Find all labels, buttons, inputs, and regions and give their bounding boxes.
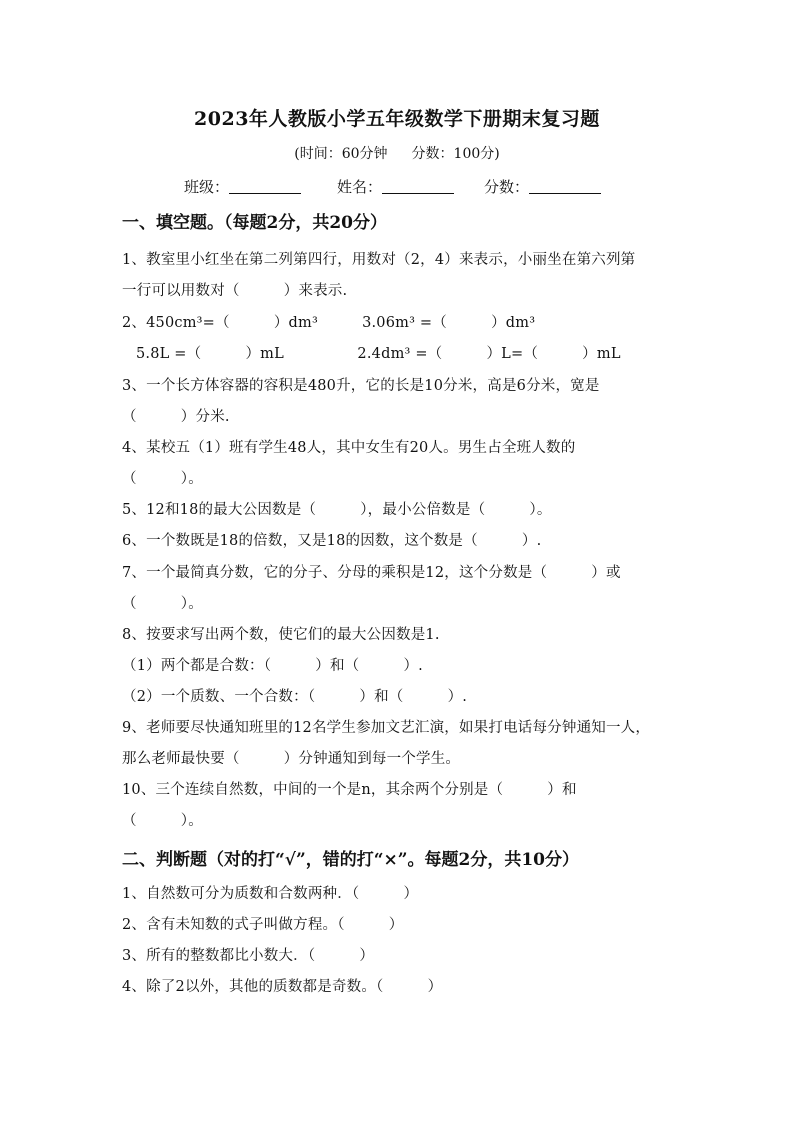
s1-line: 一行可以用数对（ ）来表示. xyxy=(122,283,348,299)
s1-line: 4、某校五（1）班有学生48人，其中女生有20人。男生占全班人数的 xyxy=(122,440,576,456)
section1-heading: 一、填空题。（每题2分，共20分） xyxy=(122,213,387,233)
class-label: 班级： xyxy=(184,178,230,196)
s1-line: 5.8L =（ ）mL 2.4dm³ =（ ）L=（ ）mL xyxy=(136,346,621,362)
s1-line: 那么老师最快要（ ）分钟通知到每一个学生。 xyxy=(122,751,461,767)
s1-line: （ ）。 xyxy=(122,813,203,829)
page-title: 2023年人教版小学五年级数学下册期末复习题 xyxy=(194,108,600,130)
s2-line: 4、除了2以外，其他的质数都是奇数。（ ） xyxy=(122,979,443,995)
s1-line: 9、老师要尽快通知班里的12名学生参加文艺汇演，如果打电话每分钟通知一人， xyxy=(122,720,651,736)
s1-line: 2、450cm³=（ ）dm³ 3.06m³ =（ ）dm³ xyxy=(122,315,536,331)
s1-line: 5、12和18的最大公因数是（ ），最小公倍数是（ ）。 xyxy=(122,502,552,518)
section2-heading: 二、判断题（对的打“√”，错的打“×”。每题2分，共10分） xyxy=(122,850,580,870)
s1-line: （ ）分米. xyxy=(122,409,230,425)
s1-line: 7、一个最简真分数，它的分子、分母的乘积是12，这个分数是（ ）或 xyxy=(122,565,621,581)
s1-line: （1）两个都是合数：（ ）和（ ）. xyxy=(122,658,423,674)
time-info: (时间：60分钟 xyxy=(294,146,388,162)
exam-subtitle xyxy=(0,143,794,163)
s1-line: 6、一个数既是18的倍数，又是18的因数，这个数是（ ）. xyxy=(122,533,542,549)
s1-line: （ ）。 xyxy=(122,471,203,487)
name-label: 姓名： xyxy=(337,178,383,196)
s1-line: 8、按要求写出两个数，使它们的最大公因数是1. xyxy=(122,627,440,643)
s1-line: （2）一个质数、一个合数：（ ）和（ ）. xyxy=(122,689,468,705)
s1-line: （ ）。 xyxy=(122,596,203,612)
student-info-row xyxy=(184,176,601,197)
s2-line: 1、自然数可分为质数和合数两种．（ ） xyxy=(122,886,419,902)
name-blank[interactable] xyxy=(382,179,454,194)
score-label: 分数： xyxy=(484,178,530,196)
score-info: 分数：100分) xyxy=(411,146,500,162)
s2-line: 2、含有未知数的式子叫做方程。（ ） xyxy=(122,917,404,933)
score-blank[interactable] xyxy=(529,179,601,194)
s1-line: 3、一个长方体容器的容积是480升，它的长是10分米，高是6分米，宽是 xyxy=(122,378,600,394)
s2-line: 3、所有的整数都比小数大．（ ） xyxy=(122,948,375,964)
s1-line: 10、三个连续自然数，中间的一个是n，其余两个分别是（ ）和 xyxy=(122,782,577,798)
class-blank[interactable] xyxy=(229,179,301,194)
s1-line: 1、教室里小红坐在第二列第四行，用数对（2，4）来表示，小丽坐在第六列第 xyxy=(122,252,636,268)
